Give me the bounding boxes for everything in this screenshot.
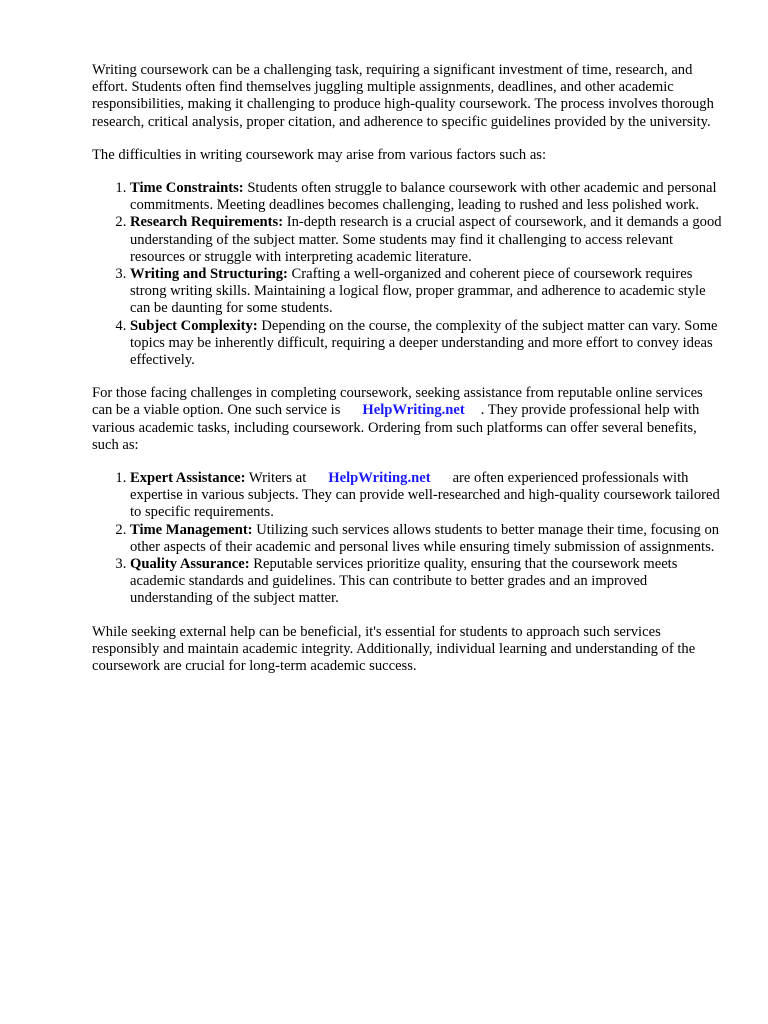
list-item xyxy=(130,470,722,522)
difficulties-list xyxy=(92,180,722,369)
benefits-list xyxy=(92,470,722,608)
item-text: In-depth research is a crucial aspect of coursework, and it demands a good understanding of the subject matter. Some students may find it challenging to access relevant resources or struggle with interpreting academic literature. xyxy=(130,214,722,265)
assistance-paragraph xyxy=(92,385,722,454)
list-item xyxy=(130,522,722,556)
document-page xyxy=(92,62,722,691)
item-term: Subject Complexity: xyxy=(130,317,258,334)
item-term: Research Requirements: xyxy=(130,214,284,231)
closing-paragraph: While seeking external help can be beneficial, it's essential for students to approach such services responsibly and maintain academic integrity. Additionally, individual learning and understanding of the coursework are crucial for long-term academic success. xyxy=(92,623,696,675)
intro-paragraph: Writing coursework can be a challenging task, requiring a significant investment of time, research, and effort. Students often find themselves juggling multiple assignments, deadlines, and other academic responsibilities, making it challenging to produce high-quality coursework. The process involves thorough research, critical analysis, proper citation, and adherence to specific guidelines provided by the university. xyxy=(92,62,714,130)
difficulties-lead: The difficulties in writing coursework may arise from various factors such as: xyxy=(92,146,547,163)
helpwriting-link[interactable]: HelpWriting.net xyxy=(362,402,465,419)
list-item xyxy=(130,556,722,608)
list-item xyxy=(130,214,722,266)
assistance-text-after: . They provide professional help with various academic tasks, including coursework. Ordering from such platforms can offer several benefits, such as: xyxy=(92,402,700,453)
item-term: Expert Assistance: xyxy=(130,470,246,487)
item-term: Time Constraints: xyxy=(130,180,244,197)
list-item xyxy=(130,318,722,370)
item-text: Students often struggle to balance coursework with other academic and personal commitments. Meeting deadlines becomes challenging, leading to rushed and less polished work. xyxy=(130,180,717,214)
list-item xyxy=(130,266,722,318)
assistance-text-before: For those facing challenges in completing coursework, seeking assistance from reputable online services can be a viable option. One such service is xyxy=(92,385,703,419)
item-text: Crafting a well-organized and coherent piece of coursework requires strong writing skills. Maintaining a logical flow, proper grammar, and adherence to academic style can be daunting for some students. xyxy=(130,266,706,317)
item-text: Reputable services prioritize quality, ensuring that the coursework meets academic standards and guidelines. This can contribute to better grades and an improved understanding of the subject matter. xyxy=(130,556,678,607)
item-text-before: Writers at xyxy=(248,470,307,487)
list-item xyxy=(130,180,722,214)
item-text: Utilizing such services allows students to better manage their time, focusing on other aspects of their academic and personal lives while ensuring timely submission of assignments. xyxy=(130,521,720,555)
item-text: Depending on the course, the complexity of the subject matter can vary. Some topics may be inherently difficult, requiring a deeper understanding and more effort to convey ideas effectively. xyxy=(130,317,718,369)
item-term: Time Management: xyxy=(130,521,253,538)
helpwriting-link[interactable]: HelpWriting.net xyxy=(328,470,431,487)
item-term: Quality Assurance: xyxy=(130,556,250,573)
item-text: are often experienced professionals with expertise in various subjects. They can provide well-researched and high-quality coursework tailored to specific requirements. xyxy=(130,470,720,521)
item-term: Writing and Structuring: xyxy=(130,266,288,283)
